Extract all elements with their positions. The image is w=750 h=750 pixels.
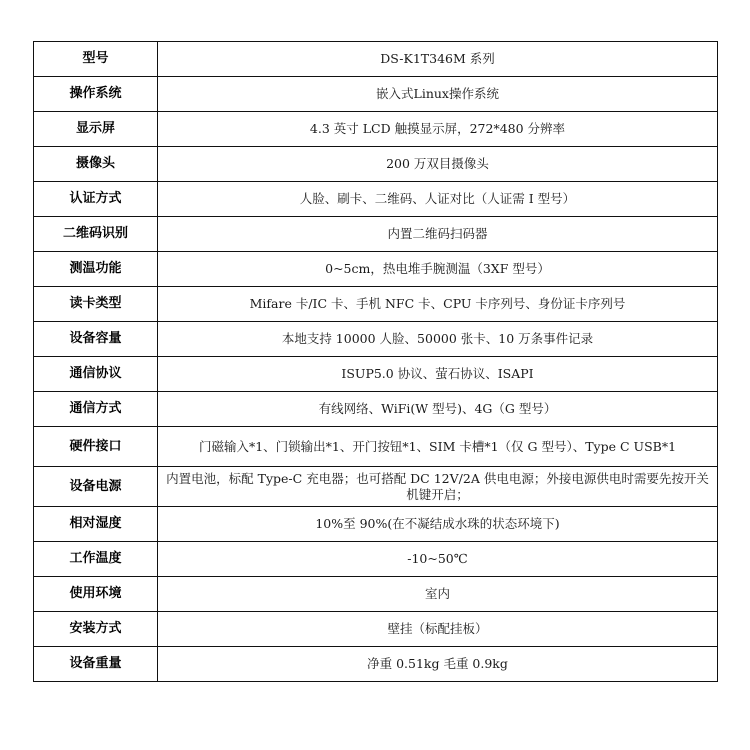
row-label: 显示屏 — [34, 112, 158, 147]
table-row — [34, 42, 718, 77]
row-label: 通信协议 — [34, 357, 158, 392]
row-value: 内置电池，标配 Type-C 充电器；也可搭配 DC 12V/2A 供电电源；外接电源供电时需要先按开关机键开启； — [158, 467, 718, 507]
row-label: 测温功能 — [34, 252, 158, 287]
row-value: 10%至 90%(在不凝结成水珠的状态环境下) — [158, 507, 718, 542]
table-row — [34, 647, 718, 682]
row-value: 4.3 英寸 LCD 触摸显示屏，272*480 分辨率 — [158, 112, 718, 147]
table-row — [34, 147, 718, 182]
row-value: 门磁输入*1、门锁输出*1、开门按钮*1、SIM 卡槽*1（仅 G 型号）、Type C USB*1 — [158, 427, 718, 467]
row-label: 型号 — [34, 42, 158, 77]
row-label: 硬件接口 — [34, 427, 158, 467]
table-row — [34, 612, 718, 647]
table-row — [34, 427, 718, 467]
table-row — [34, 77, 718, 112]
table-row — [34, 392, 718, 427]
row-value: 嵌入式Linux操作系统 — [158, 77, 718, 112]
row-label: 设备重量 — [34, 647, 158, 682]
row-label: 通信方式 — [34, 392, 158, 427]
table-row — [34, 357, 718, 392]
row-label: 设备电源 — [34, 467, 158, 507]
row-value: 有线网络、WiFi(W 型号)、4G（G 型号） — [158, 392, 718, 427]
table-row — [34, 467, 718, 507]
table-row — [34, 252, 718, 287]
row-label: 设备容量 — [34, 322, 158, 357]
table-row — [34, 577, 718, 612]
row-label: 二维码识别 — [34, 217, 158, 252]
row-value: 本地支持 10000 人脸、50000 张卡、10 万条事件记录 — [158, 322, 718, 357]
table-row — [34, 322, 718, 357]
row-label: 使用环境 — [34, 577, 158, 612]
table-row — [34, 287, 718, 322]
row-value: 0~5cm，热电堆手腕测温（3XF 型号） — [158, 252, 718, 287]
row-value: ISUP5.0 协议、萤石协议、ISAPI — [158, 357, 718, 392]
row-value: 内置二维码扫码器 — [158, 217, 718, 252]
row-value: -10~50℃ — [158, 542, 718, 577]
table-row — [34, 542, 718, 577]
table-row — [34, 217, 718, 252]
row-label: 工作温度 — [34, 542, 158, 577]
row-value: Mifare 卡/IC 卡、手机 NFC 卡、CPU 卡序列号、身份证卡序列号 — [158, 287, 718, 322]
row-value: 200 万双目摄像头 — [158, 147, 718, 182]
row-label: 认证方式 — [34, 182, 158, 217]
row-label: 操作系统 — [34, 77, 158, 112]
table-row — [34, 182, 718, 217]
row-value: 净重 0.51kg 毛重 0.9kg — [158, 647, 718, 682]
row-label: 摄像头 — [34, 147, 158, 182]
row-value: 人脸、刷卡、二维码、人证对比（人证需 I 型号） — [158, 182, 718, 217]
row-label: 相对湿度 — [34, 507, 158, 542]
table-row — [34, 112, 718, 147]
spec-table — [33, 41, 718, 682]
row-value: 壁挂（标配挂板） — [158, 612, 718, 647]
row-value: DS-K1T346M 系列 — [158, 42, 718, 77]
row-label: 读卡类型 — [34, 287, 158, 322]
row-value: 室内 — [158, 577, 718, 612]
table-row — [34, 507, 718, 542]
row-label: 安装方式 — [34, 612, 158, 647]
